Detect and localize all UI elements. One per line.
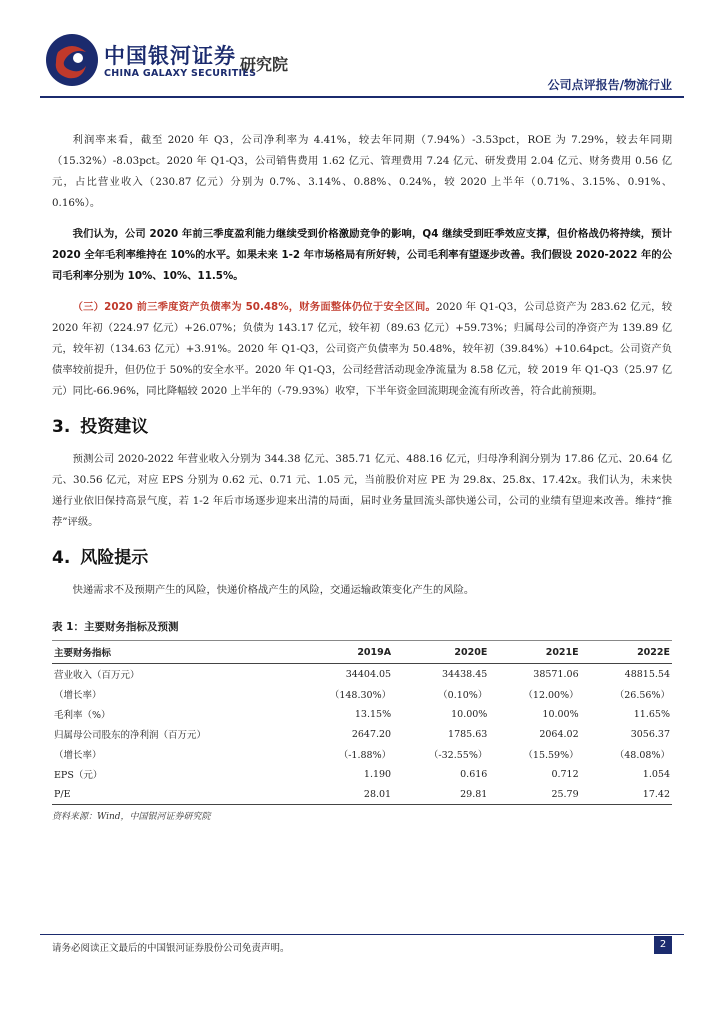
table-row xyxy=(52,704,672,724)
section-number: 4. xyxy=(52,548,71,568)
table-cell: 11.65% xyxy=(633,708,670,720)
table-header-row xyxy=(52,641,672,664)
table-cell: 营业收入（百万元） xyxy=(54,670,140,681)
table-cell: 25.79 xyxy=(489,784,580,805)
table-cell: 1.190 xyxy=(363,768,392,780)
table-cell: 1785.63 xyxy=(448,728,488,740)
table-cell: 34404.05 xyxy=(345,668,392,680)
table-cell: （0.10%） xyxy=(438,690,488,701)
table-cell: 29.81 xyxy=(393,784,489,805)
table-cell: 17.42 xyxy=(581,784,672,805)
paragraph-balance-sheet-text: 2020 年 Q1-Q3，公司总资产为 283.62 亿元，较 2020 年初（224.97 亿元）+26.07%；负债为 143.17 亿元，较年初（89.63 亿元）+59.73%；归属母公司的净资产为 139.89 亿元，较年初（134.63 亿元）+3.91%。2020 年 Q1-Q3，公司资产负债率为 50.48%，较年初（39.84%）+10.64pct。公司资产负债率较前提升，但仍位于 50%的安全水平。2020 年 Q1-Q3，公司经营活动现金净流量为 8.58 亿元，较 2019 年 Q1-Q3（25.97 亿元）同比-66.96%，同比降幅较 2020 上半年的（-79.93%）收窄，下半年资金回流期现金流有所改善，符合此前预期。 xyxy=(52,301,673,397)
paragraph-balance-sheet xyxy=(52,297,672,402)
table-header-cell: 2019A xyxy=(292,641,393,664)
header-divider xyxy=(40,96,684,98)
table-source: 资料来源：Wind，中国银河证券研究院 xyxy=(52,812,211,822)
paragraph-outlook: 我们认为，公司 2020 年前三季度盈利能力继续受到价格激励竞争的影响，Q4 继续受到旺季效应支撑，但价格战仍将持续，预计 2020 全年毛利率维持在 10%的水平。如果未来 1-2 年市场格局有所好转，公司毛利率有望逐步改善。我们假设 2020-2022 年的公司毛利率分别为 10%、10%、11.5%。 xyxy=(52,228,672,282)
table-cell: 10.00% xyxy=(542,708,579,720)
report-type: 公司点评报告/物流行业 xyxy=(547,78,672,92)
table-row xyxy=(52,784,672,805)
paragraph-profitability: 利润率来看，截至 2020 年 Q3，公司净利率为 4.41%，较去年同期（7.94%）-3.53pct，ROE 为 7.29%，较去年同期（15.32%）-8.03pct。2020 年 Q1-Q3，公司销售费用 1.62 亿元、管理费用 7.24 亿元、研发费用 2.04 亿元、财务费用 0.56 亿元，占比营业收入（230.87 亿元）分别为 0.7%、3.14%、0.88%、0.24%，较 2020 上半年（0.71%、3.15%、0.91%、0.16%）。 xyxy=(52,134,672,209)
table-header-cell: 主要财务指标 xyxy=(52,641,292,664)
table-cell: （增长率） xyxy=(54,690,102,701)
logo-text-cn: 中国银河证券 xyxy=(104,44,236,68)
section-number: 3. xyxy=(52,417,71,437)
page-header xyxy=(0,0,724,100)
financial-table xyxy=(52,641,672,805)
table-cell: 34438.45 xyxy=(442,668,488,680)
table-cell: （26.56%） xyxy=(614,690,670,701)
table-cell: （15.59%） xyxy=(523,750,579,761)
table-cell: 毛利率（%） xyxy=(54,710,111,721)
table-cell: 2647.20 xyxy=(351,728,392,740)
table-row xyxy=(52,744,672,764)
report-body xyxy=(52,130,672,822)
table-cell: EPS（元） xyxy=(54,770,103,781)
table-row xyxy=(52,684,672,704)
table-cell: （148.30%） xyxy=(329,690,392,701)
table-cell: 38571.06 xyxy=(533,668,579,680)
institute-label: 研究院 xyxy=(240,55,289,74)
paragraph-risk: 快递需求不及预期产生的风险，快递价格战产生的风险，交通运输政策变化产生的风险。 xyxy=(72,584,475,596)
section-title: 投资建议 xyxy=(80,417,149,437)
table-cell: 10.00% xyxy=(451,708,488,720)
section-heading-investment xyxy=(52,412,672,437)
table-cell: 0.712 xyxy=(551,768,579,780)
table-cell: （-32.55%） xyxy=(428,750,488,761)
table-cell: 1.054 xyxy=(642,768,670,780)
footer-disclaimer: 请务必阅读正文最后的中国银河证券股份公司免责声明。 xyxy=(52,943,290,954)
table-title: 表 1：主要财务指标及预测 xyxy=(52,621,179,633)
table-cell: 3056.37 xyxy=(630,728,670,740)
table-header-cell: 2021E xyxy=(489,641,580,664)
table-cell: （48.08%） xyxy=(614,750,670,761)
table-cell: 归属母公司股东的净利润（百万元） xyxy=(54,730,207,741)
table-cell: 0.616 xyxy=(460,768,488,780)
highlight-debt-ratio: （三）2020 前三季度资产负债率为 50.48%，财务面整体仍位于安全区间。 xyxy=(72,301,437,313)
table-cell: 2064.02 xyxy=(539,728,579,740)
table-header-cell: 2020E xyxy=(393,641,489,664)
logo-text-en: CHINA GALAXY SECURITIES xyxy=(104,68,257,79)
footer-divider xyxy=(40,934,684,935)
page-number: 2 xyxy=(654,936,672,954)
galaxy-logo-icon xyxy=(44,32,100,88)
table-cell: 28.01 xyxy=(292,784,393,805)
table-row xyxy=(52,724,672,744)
table-cell: 13.15% xyxy=(354,708,392,720)
table-cell: 48815.54 xyxy=(624,668,670,680)
paragraph-investment: 预测公司 2020-2022 年营业收入分别为 344.38 亿元、385.71 亿元、488.16 亿元，归母净利润分别为 17.86 亿元、20.64 亿元、30.56 亿元，对应 EPS 分别为 0.62 元、0.71 元、1.05 元，当前股价对应 PE 为 29.8x、25.8x、17.42x。我们认为，未来快递行业依旧保持高景气度，若 1-2 年后市场逐步迎来出清的局面，届时业务量回流头部快递公司，公司的业绩有望迎来改善。维持“推荐”评级。 xyxy=(52,453,672,528)
table-header-cell: 2022E xyxy=(581,641,672,664)
table-cell: P/E xyxy=(52,784,292,805)
section-title: 风险提示 xyxy=(80,548,149,568)
table-cell: （-1.88%） xyxy=(338,750,392,761)
table-row xyxy=(52,764,672,784)
section-heading-risk xyxy=(52,543,672,568)
table-cell: （12.00%） xyxy=(523,690,579,701)
table-row xyxy=(52,664,672,685)
table-cell: （增长率） xyxy=(54,750,102,761)
